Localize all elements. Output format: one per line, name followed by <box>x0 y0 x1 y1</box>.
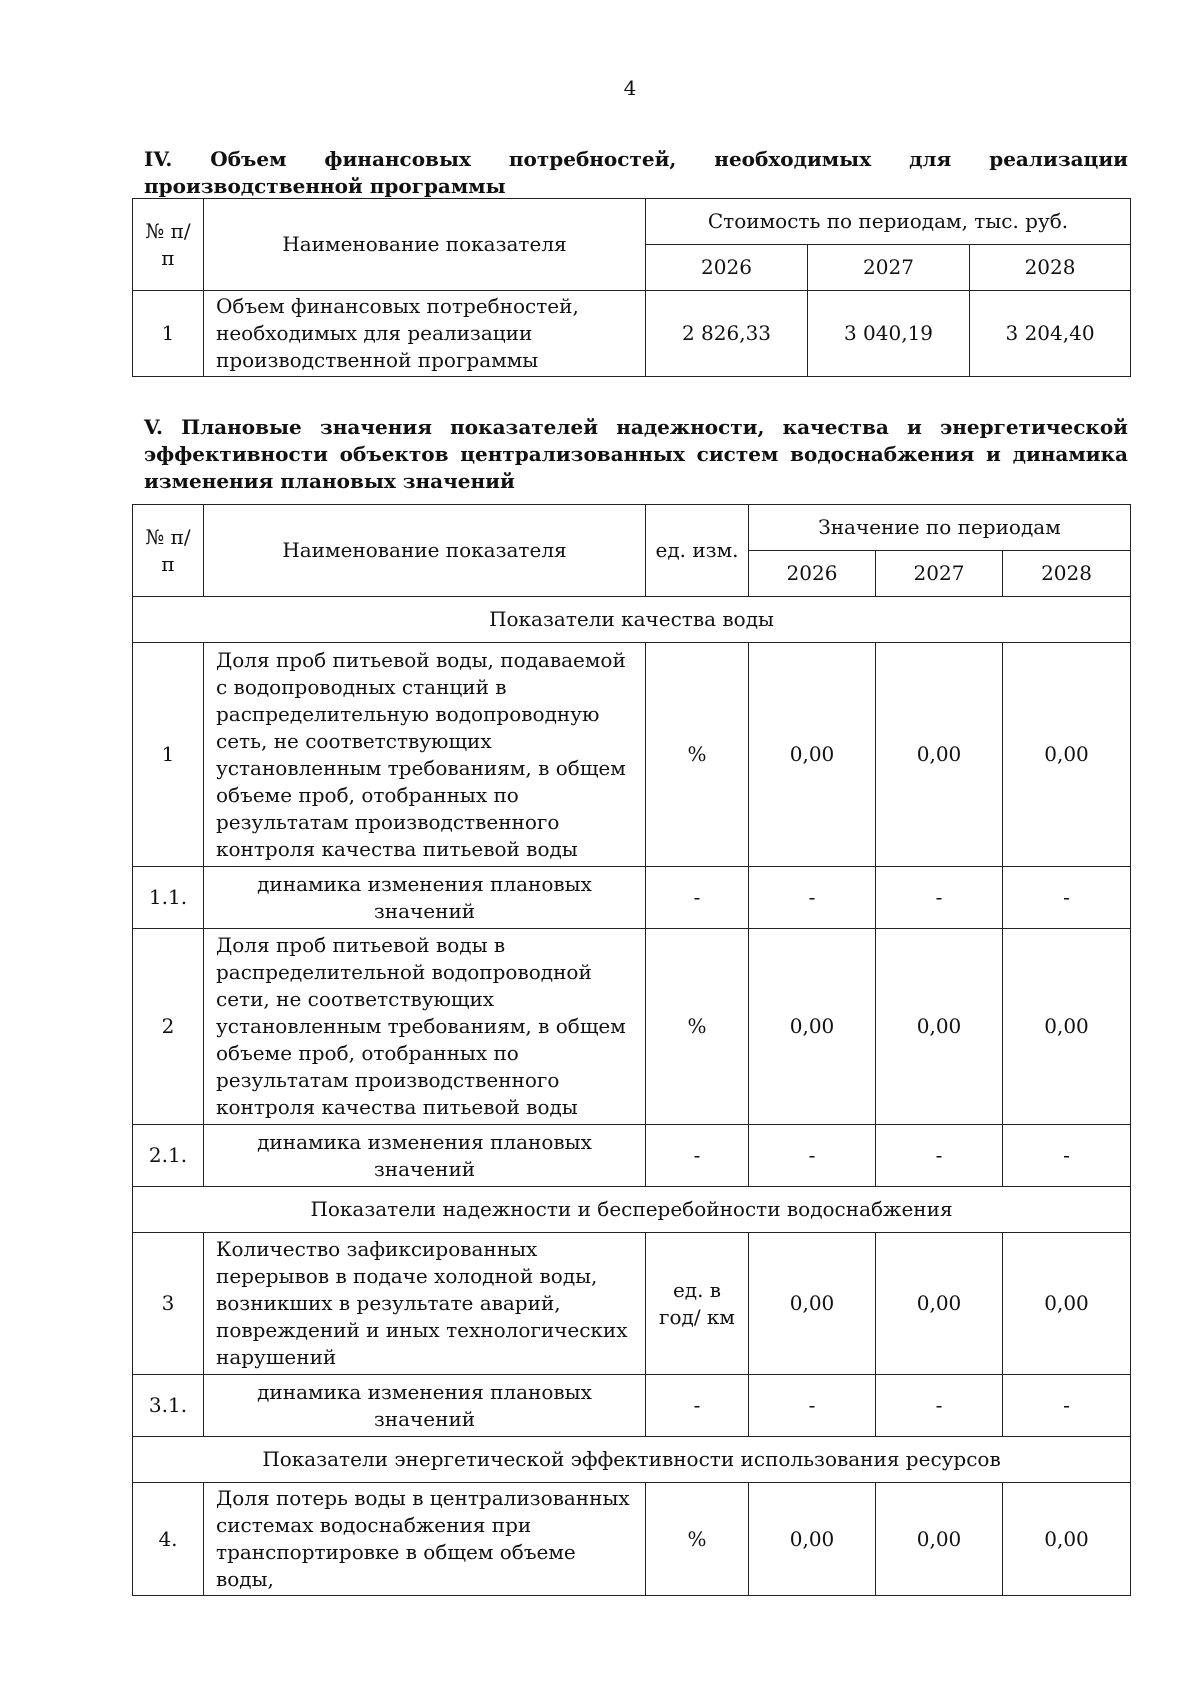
row-name: Доля проб питьевой воды в распределительной водопроводной сети, не соответствующих установленным требованиям, в общем объеме проб, отобранных по результатам производственного контроля качества питьевой воды <box>204 929 646 1125</box>
row-unit: % <box>646 643 749 867</box>
row-value: 0,00 <box>749 1233 876 1375</box>
row-value: 0,00 <box>749 643 876 867</box>
row-value: 0,00 <box>876 1233 1003 1375</box>
row-name: динамика изменения плановых значений <box>204 1375 646 1437</box>
row-name: Количество зафиксированных перерывов в подаче холодной воды, возникших в результате аварий, повреждений и иных технологических нарушений <box>204 1233 646 1375</box>
row-value: 2 826,33 <box>646 291 808 377</box>
row-unit: % <box>646 1483 749 1596</box>
row-value: - <box>1003 867 1131 929</box>
group-row-water-quality <box>133 597 1131 643</box>
indicators-table <box>132 504 1131 1596</box>
row-num: 4. <box>133 1483 204 1596</box>
row-value: - <box>876 1375 1003 1437</box>
row-value: 3 040,19 <box>808 291 970 377</box>
table-row <box>133 643 1131 867</box>
row-unit: % <box>646 929 749 1125</box>
group-row-reliability <box>133 1187 1131 1233</box>
header-num: № п/п <box>133 199 204 291</box>
row-value: 0,00 <box>749 1483 876 1596</box>
header-year: 2027 <box>808 245 970 291</box>
row-value: - <box>876 867 1003 929</box>
header-name: Наименование показателя <box>204 199 646 291</box>
row-value: 0,00 <box>1003 929 1131 1125</box>
section-v-heading: V. Плановые значения показателей надежности, качества и энергетической эффективности объектов централизованных систем водоснабжения и динамика изменения плановых значений <box>144 415 1128 493</box>
row-value: 0,00 <box>1003 643 1131 867</box>
header-year: 2027 <box>876 551 1003 597</box>
row-unit: - <box>646 1125 749 1187</box>
header-values: Значение по периодам <box>749 505 1131 551</box>
row-value: 0,00 <box>1003 1483 1131 1596</box>
header-year: 2026 <box>646 245 808 291</box>
table-row <box>133 1233 1131 1375</box>
row-num: 2 <box>133 929 204 1125</box>
row-value: 0,00 <box>876 1483 1003 1596</box>
row-name: Объем финансовых потребностей, необходимых для реализации производственной программы <box>204 291 646 377</box>
header-year: 2026 <box>749 551 876 597</box>
row-num: 2.1. <box>133 1125 204 1187</box>
row-num: 1.1. <box>133 867 204 929</box>
row-value: - <box>1003 1375 1131 1437</box>
row-value: - <box>1003 1125 1131 1187</box>
row-value: 3 204,40 <box>970 291 1131 377</box>
financial-needs-table <box>132 198 1131 377</box>
header-year: 2028 <box>970 245 1131 291</box>
header-year: 2028 <box>1003 551 1131 597</box>
row-value: - <box>876 1125 1003 1187</box>
table-row <box>133 867 1131 929</box>
group-row-energy-efficiency <box>133 1437 1131 1483</box>
table-row <box>133 929 1131 1125</box>
row-value: - <box>749 1125 876 1187</box>
row-unit: - <box>646 867 749 929</box>
row-unit: - <box>646 1375 749 1437</box>
section-iv-heading: IV. Объем финансовых потребностей, необходимых для реализации производственной программы <box>144 147 1128 198</box>
row-value: 0,00 <box>749 929 876 1125</box>
table-row <box>133 291 1131 377</box>
header-num: № п/п <box>133 505 204 597</box>
row-name: динамика изменения плановых значений <box>204 867 646 929</box>
row-num: 3.1. <box>133 1375 204 1437</box>
row-num: 1 <box>133 291 204 377</box>
row-value: - <box>749 1375 876 1437</box>
page-number: 4 <box>623 76 637 100</box>
group-title: Показатели качества воды <box>133 597 1131 643</box>
table-row <box>133 1483 1131 1596</box>
row-value: - <box>749 867 876 929</box>
row-name: Доля потерь воды в централизованных системах водоснабжения при транспортировке в общем объеме воды, <box>204 1483 646 1596</box>
header-unit: ед. изм. <box>646 505 749 597</box>
row-num: 1 <box>133 643 204 867</box>
group-title: Показатели энергетической эффективности использования ресурсов <box>133 1437 1131 1483</box>
table-row <box>133 1125 1131 1187</box>
row-unit: ед. в год/ км <box>646 1233 749 1375</box>
row-value: 0,00 <box>1003 1233 1131 1375</box>
row-name: Доля проб питьевой воды, подаваемой с водопроводных станций в распределительную водопроводную сеть, не соответствующих установленным требованиям, в общем объеме проб, отобранных по результатам производственного контроля качества питьевой воды <box>204 643 646 867</box>
group-title: Показатели надежности и бесперебойности водоснабжения <box>133 1187 1131 1233</box>
header-name: Наименование показателя <box>204 505 646 597</box>
row-num: 3 <box>133 1233 204 1375</box>
row-name: динамика изменения плановых значений <box>204 1125 646 1187</box>
header-cost: Стоимость по периодам, тыс. руб. <box>646 199 1131 245</box>
row-value: 0,00 <box>876 929 1003 1125</box>
row-value: 0,00 <box>876 643 1003 867</box>
table-row <box>133 1375 1131 1437</box>
